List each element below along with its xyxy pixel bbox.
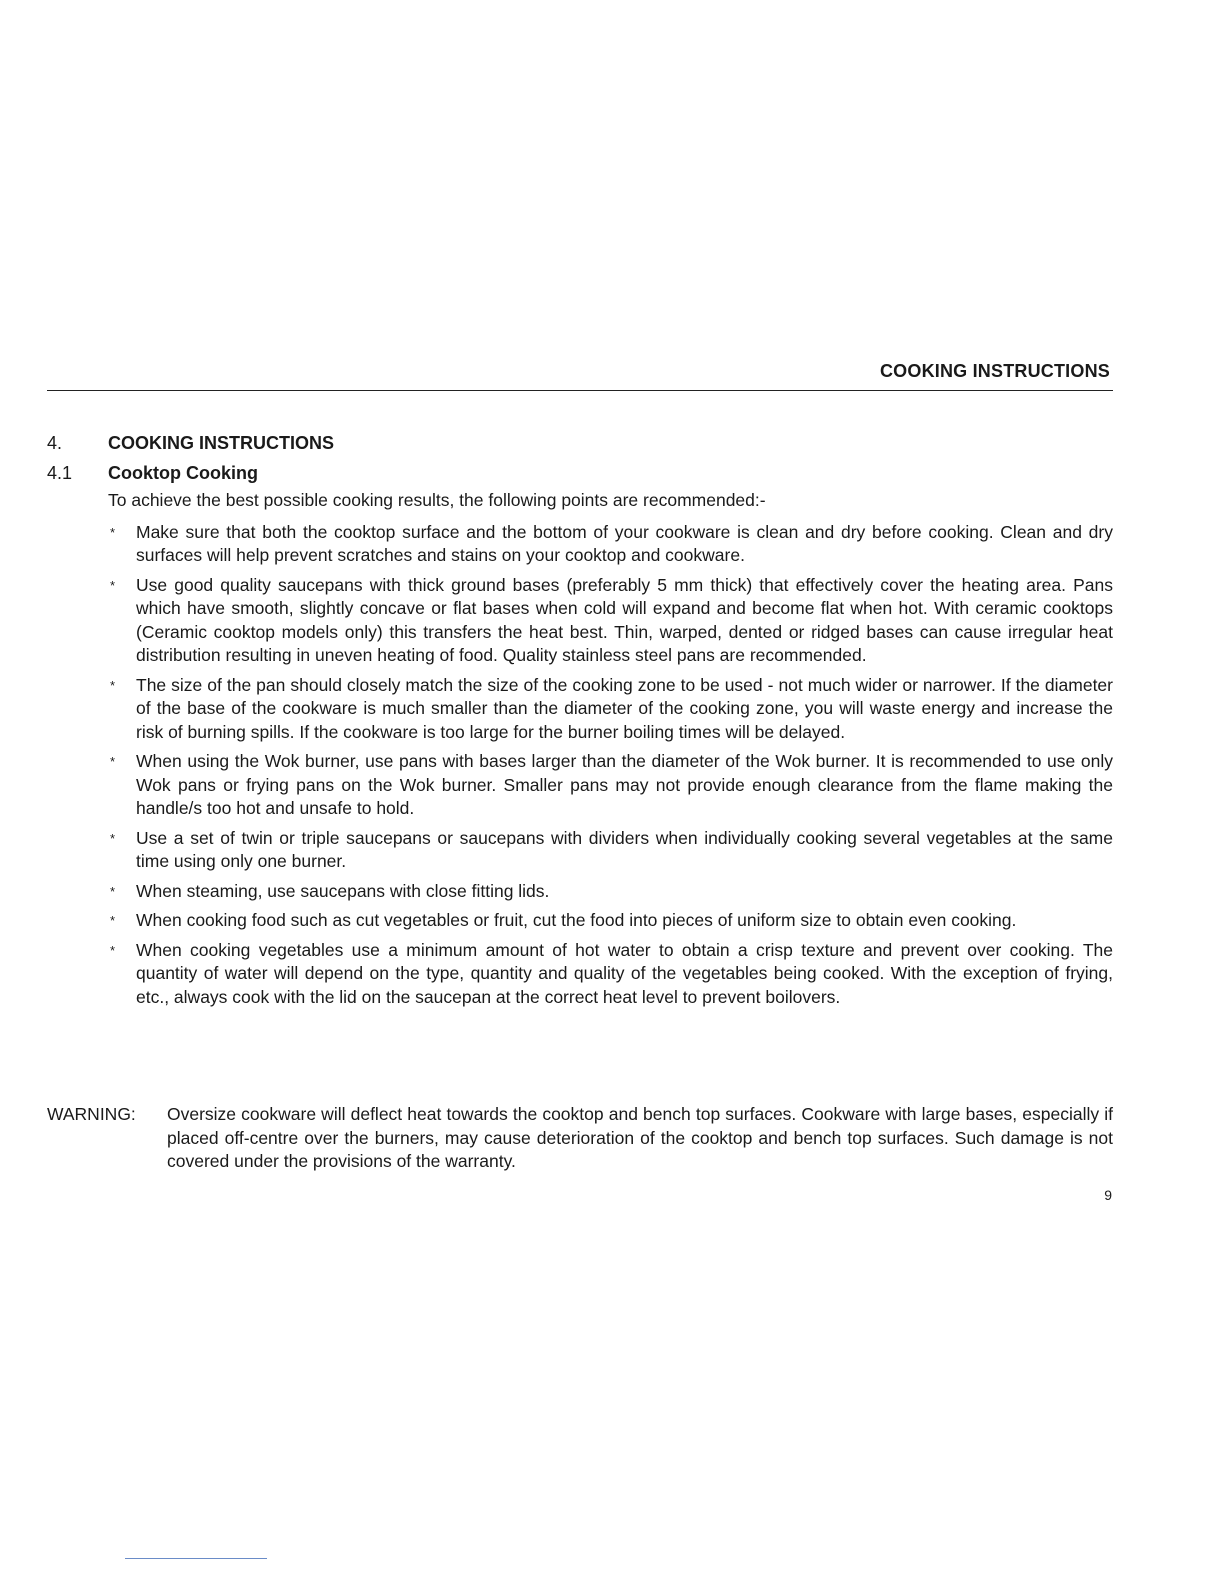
list-item-text: When using the Wok burner, use pans with bases larger than the diameter of the Wok burner. It is recommended to use only Wok pans or frying pans on the Wok burner. Smaller pans may not provide enough clearance from the flame making the handle/s too hot and unsafe to hold. [136, 751, 1113, 818]
page-number: 9 [1104, 1187, 1112, 1203]
bullet-marker: * [110, 754, 116, 769]
bullet-marker: * [110, 524, 116, 540]
section-number: 4. [47, 433, 63, 453]
warning-block [47, 1103, 1113, 1174]
list-item [108, 521, 1113, 568]
bullet-marker: * [110, 913, 116, 928]
bullet-marker: * [110, 677, 116, 693]
running-header-title: COOKING INSTRUCTIONS [879, 361, 1110, 381]
list-item-text: Make sure that both the cooktop surface and the bottom of your cookware is clean and dry before cooking. Clean and dry surfaces will help prevent scratches and stains on your cooktop and cookware. [136, 521, 1113, 565]
bullet-marker: * [110, 883, 116, 899]
list-item [108, 750, 1113, 821]
recommendation-list [108, 521, 1113, 1010]
list-item-text: When cooking food such as cut vegetables or fruit, cut the food into pieces of uniform size to obtain even cooking. [136, 910, 1017, 930]
list-item-text: When cooking vegetables use a minimum amount of hot water to obtain a crisp texture and prevent over cooking. The quantity of water will depend on the type, quantity and quality of the vegetables being cooked. With the exception of frying, etc., always cook with the lid on the saucepan at the correct heat level to prevent boilovers. [136, 939, 1113, 1007]
list-item-text: The size of the pan should closely match the size of the cooking zone to be used - not much wider or narrower. If the diameter of the base of the cookware is much smaller than the diameter of the cooking zone, you will waste energy and increase the risk of burning spills. If the cookware is too large for the burner boiling times will be delayed. [136, 674, 1113, 742]
bullet-marker: * [110, 830, 116, 846]
list-item [108, 674, 1113, 745]
warning-text: Oversize cookware will deflect heat towards the cooktop and bench top surfaces. Cookware with large bases, especially if placed off-centre over the burners, may cause deterioration of the cooktop and bench top surfaces. Such damage is not covered under the provisions of the warranty. [167, 1104, 1113, 1171]
list-item [108, 574, 1113, 668]
list-item-text: When steaming, use saucepans with close fitting lids. [136, 880, 550, 901]
section-title: COOKING INSTRUCTIONS [108, 433, 335, 453]
list-item [108, 880, 1113, 904]
warning-label: WARNING: [47, 1104, 136, 1124]
header-divider [47, 390, 1113, 391]
bullet-marker: * [110, 577, 116, 593]
footer-divider [125, 1558, 267, 1559]
section-body [108, 489, 1113, 1015]
bullet-marker: * [110, 942, 116, 958]
subsection-title: Cooktop Cooking [108, 463, 258, 483]
list-item [108, 909, 1113, 933]
list-item-text: Use good quality saucepans with thick ground bases (preferably 5 mm thick) that effectively cover the heating area. Pans which have smooth, slightly concave or flat bases when cold will expand and become flat when hot. With ceramic cooktops (Ceramic cooktop models only) this transfers the heat best. Thin, warped, dented or ridged bases can cause irregular heat distribution resulting in uneven heating of food. Quality stainless steel pans are recommended. [136, 574, 1113, 665]
intro-paragraph: To achieve the best possible cooking results, the following points are recommended:- [108, 490, 766, 510]
list-item [108, 827, 1113, 874]
list-item-text: Use a set of twin or triple saucepans or saucepans with dividers when individually cooking several vegetables at the same time using only one burner. [136, 827, 1113, 871]
list-item [108, 939, 1113, 1010]
subsection-number: 4.1 [47, 463, 73, 483]
